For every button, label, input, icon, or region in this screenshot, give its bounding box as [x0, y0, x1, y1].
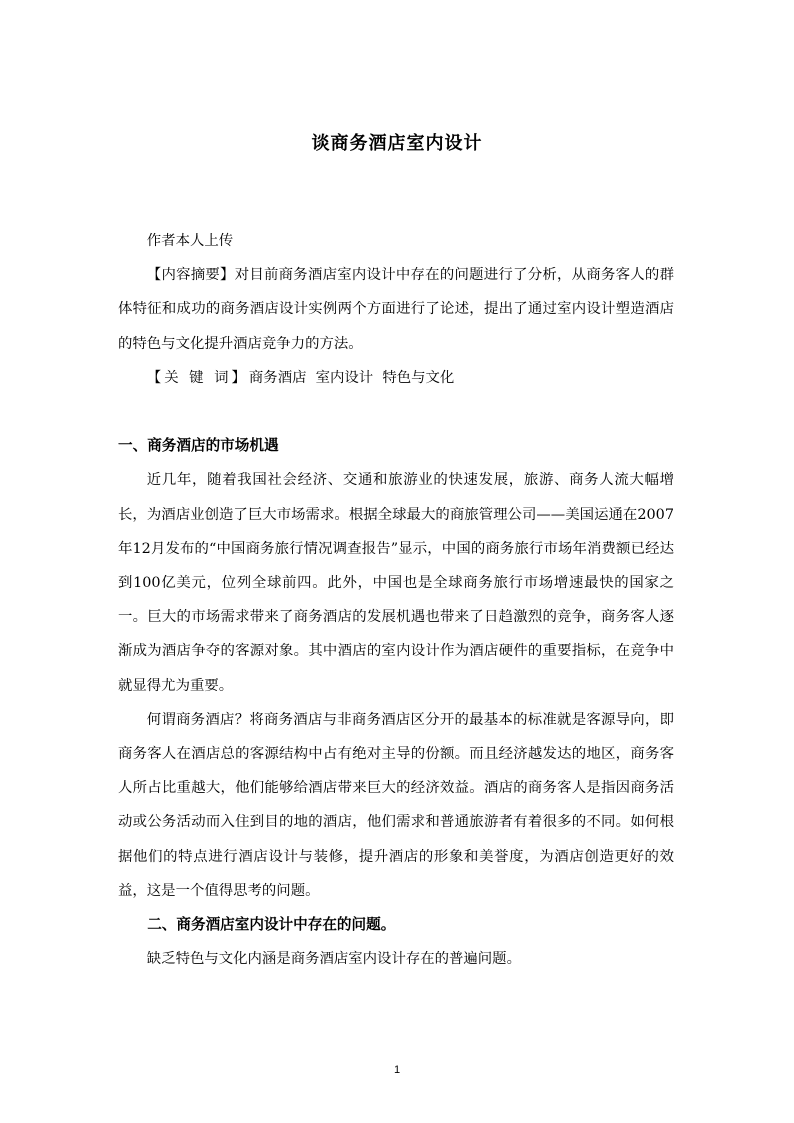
author-line: 作者本人上传 — [146, 233, 234, 249]
keywords-text: 商务酒店 室内设计 特色与文化 — [248, 369, 455, 386]
section-heading-2: 二、商务酒店室内设计中存在的问题。 — [147, 916, 396, 934]
abstract-paragraph — [118, 258, 674, 361]
section-heading-1: 一、商务酒店的市场机遇 — [118, 437, 279, 455]
section-1-paragraph-1: 近几年，随着我国社会经济、交通和旅游业的快速发展，旅游、商务人流大幅增长，为酒店业创造了巨大市场需求。根据全球最大的商旅管理公司——美国运通在2007年12月发布的“中国商务旅行情况调查报告”显示，中国的商务旅行市场年消费额已经达到100亿美元，位列全球前四。此外，中国也是全球商务旅行市场增速最快的国家之一。巨大的市场需求带来了商务酒店的发展机遇也带来了日趋激烈的竞争，商务客人逐渐成为酒店争夺的客源对象。其中酒店的室内设计作为酒店硬件的重要指标，在竞争中就显得尤为重要。 — [118, 472, 674, 694]
abstract-label: 【内容摘要】 — [146, 267, 235, 284]
keywords-label: 【关 键 词】 — [146, 369, 249, 386]
abstract-text: 对目前商务酒店室内设计中存在的问题进行了分析，从商务客人的群体特征和成功的商务酒店设计实例两个方面进行了论述，提出了通过室内设计塑造酒店的特色与文化提升酒店竞争力的方法。 — [118, 267, 674, 352]
keywords-paragraph — [118, 361, 674, 395]
section-spacer — [118, 395, 674, 429]
document-title: 谈商务酒店室内设计 — [311, 133, 483, 154]
document-body — [118, 224, 674, 976]
section-1-paragraph-2: 何谓商务酒店？将商务酒店与非商务酒店区分开的最基本的标准就是客源导向，即商务客人在酒店总的客源结构中占有绝对主导的份额。而且经济越发达的地区，商务客人所占比重越大，他们能够给酒店带来巨大的经济效益。酒店的商务客人是指因商务活动或公务活动而入住到目的地的酒店，他们需求和普通旅游者有着很多的不同。如何根据他们的特点进行酒店设计与装修，提升酒店的形象和美誉度，为酒店创造更好的效益，这是一个值得思考的问题。 — [118, 711, 674, 899]
page-number: 1 — [393, 1064, 401, 1076]
section-2-paragraph-1: 缺乏特色与文化内涵是商务酒店室内设计存在的普遍问题。 — [146, 951, 521, 968]
